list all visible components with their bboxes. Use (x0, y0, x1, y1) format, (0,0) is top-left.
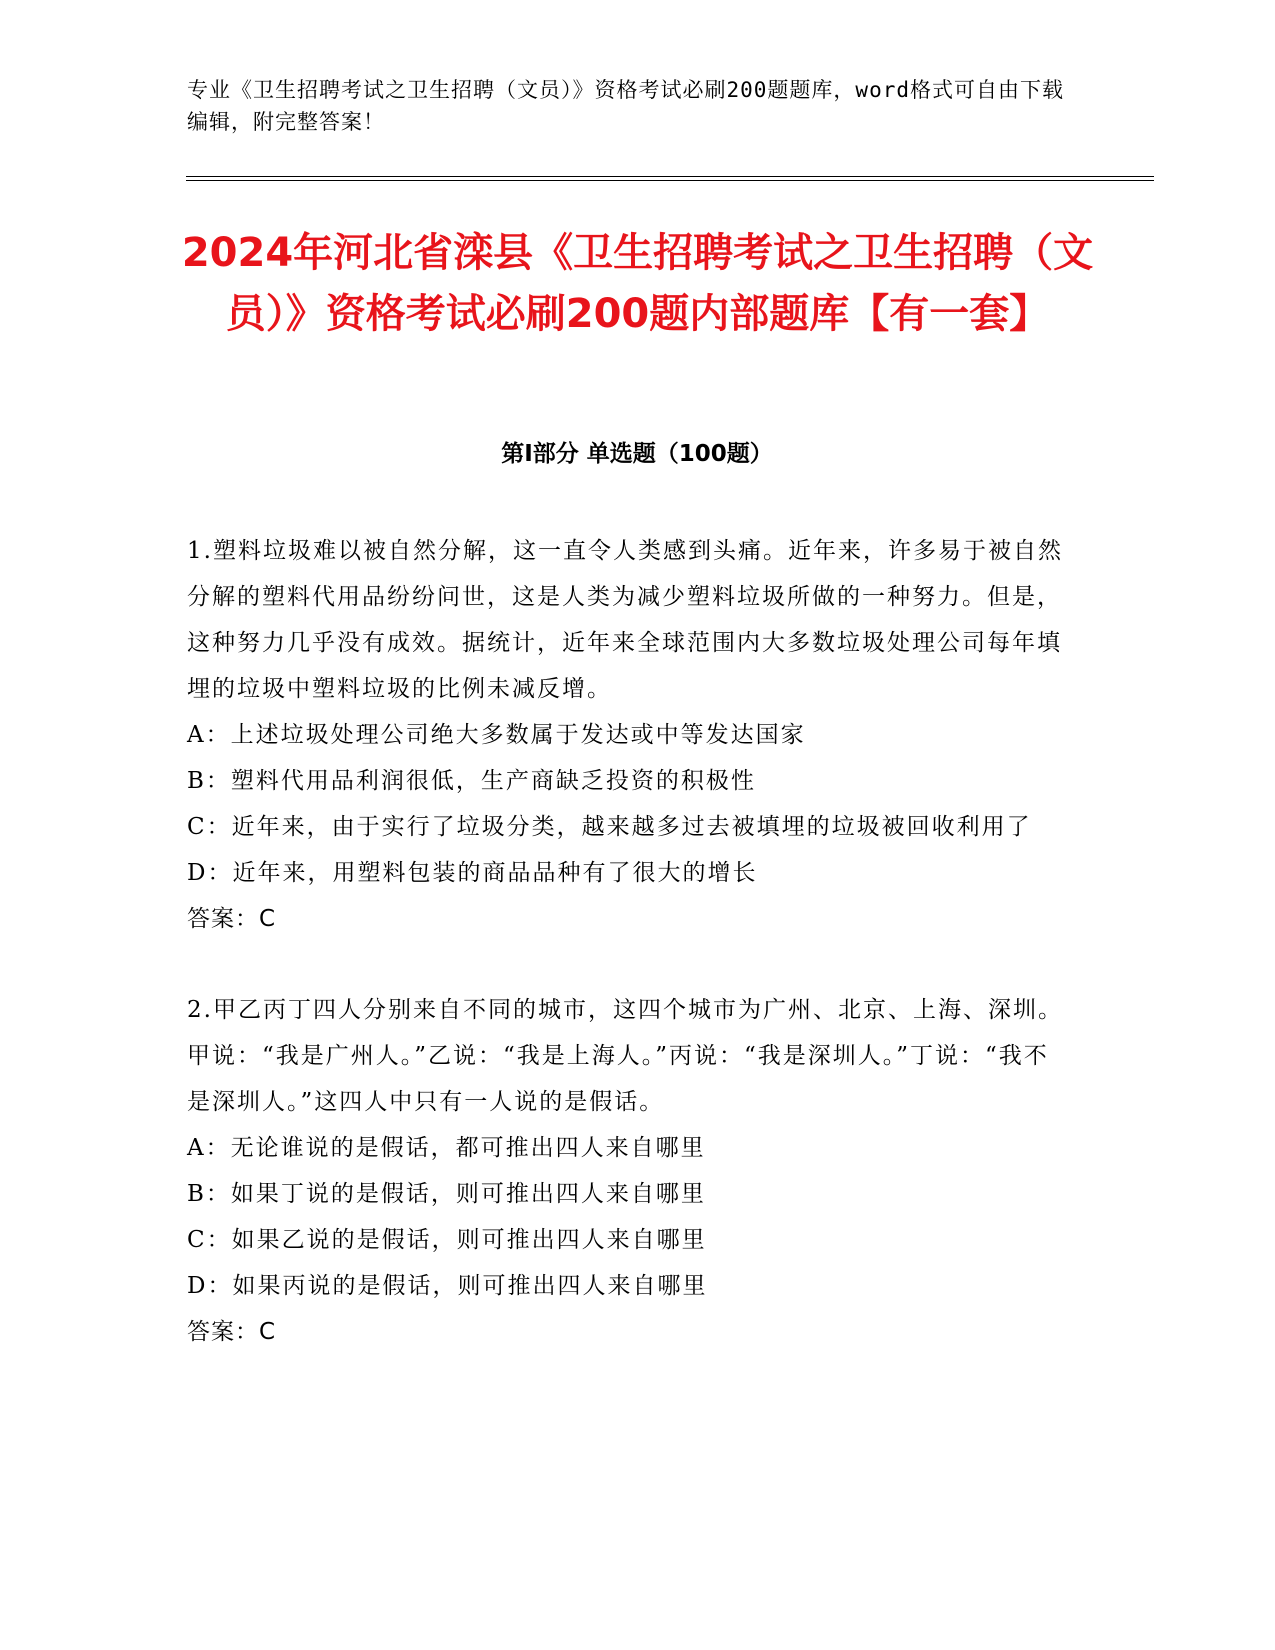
question-1-option-b: B：塑料代用品利润很低，生产商缺乏投资的积极性 (187, 768, 756, 794)
question-1-option-a: A：上述垃圾处理公司绝大多数属于发达或中等发达国家 (187, 722, 806, 748)
question-2-option-a: A：无论谁说的是假话，都可推出四人来自哪里 (187, 1135, 706, 1161)
question-list (187, 528, 1067, 1400)
question-2 (187, 987, 1067, 1355)
question-1-text: 1.塑料垃圾难以被自然分解，这一直令人类感到头痛。近年来，许多易于被自然分解的塑料代用品纷纷问世，这是人类为减少塑料垃圾所做的一种努力。但是，这种努力几乎没有成效。据统计，近年来全球范围内大多数垃圾处理公司每年填埋的垃圾中塑料垃圾的比例未减反增。 (187, 538, 1063, 702)
header-divider (186, 176, 1154, 181)
section-heading: 第Ⅰ部分 单选题（100题） (501, 441, 773, 467)
question-1-option-c: C：近年来，由于实行了垃圾分类，越来越多过去被填埋的垃圾被回收利用了 (187, 814, 1032, 840)
question-1-option-d: D：近年来，用塑料包装的商品品种有了很大的增长 (187, 860, 758, 886)
question-2-option-b: B：如果丁说的是假话，则可推出四人来自哪里 (187, 1181, 706, 1207)
question-1 (187, 528, 1067, 942)
question-2-answer: 答案：C (187, 1319, 277, 1345)
question-1-answer: 答案：C (187, 906, 277, 932)
question-2-option-d: D：如果丙说的是假话，则可推出四人来自哪里 (187, 1273, 708, 1299)
question-2-option-c: C：如果乙说的是假话，则可推出四人来自哪里 (187, 1227, 707, 1253)
question-2-text: 2.甲乙丙丁四人分别来自不同的城市，这四个城市为广州、北京、上海、深圳。甲说：“我是广州人。”乙说：“我是上海人。”丙说：“我是深圳人。”丁说：“我不是深圳人。”这四人中只有一人说的是假话。 (187, 997, 1063, 1115)
header-note: 专业《卫生招聘考试之卫生招聘（文员）》资格考试必刷200题题库，word格式可自由下载编辑，附完整答案！ (187, 78, 1064, 134)
document-title: 2024年河北省滦县《卫生招聘考试之卫生招聘（文员）》资格考试必刷200题内部题库【有一套】 (181, 230, 1094, 337)
